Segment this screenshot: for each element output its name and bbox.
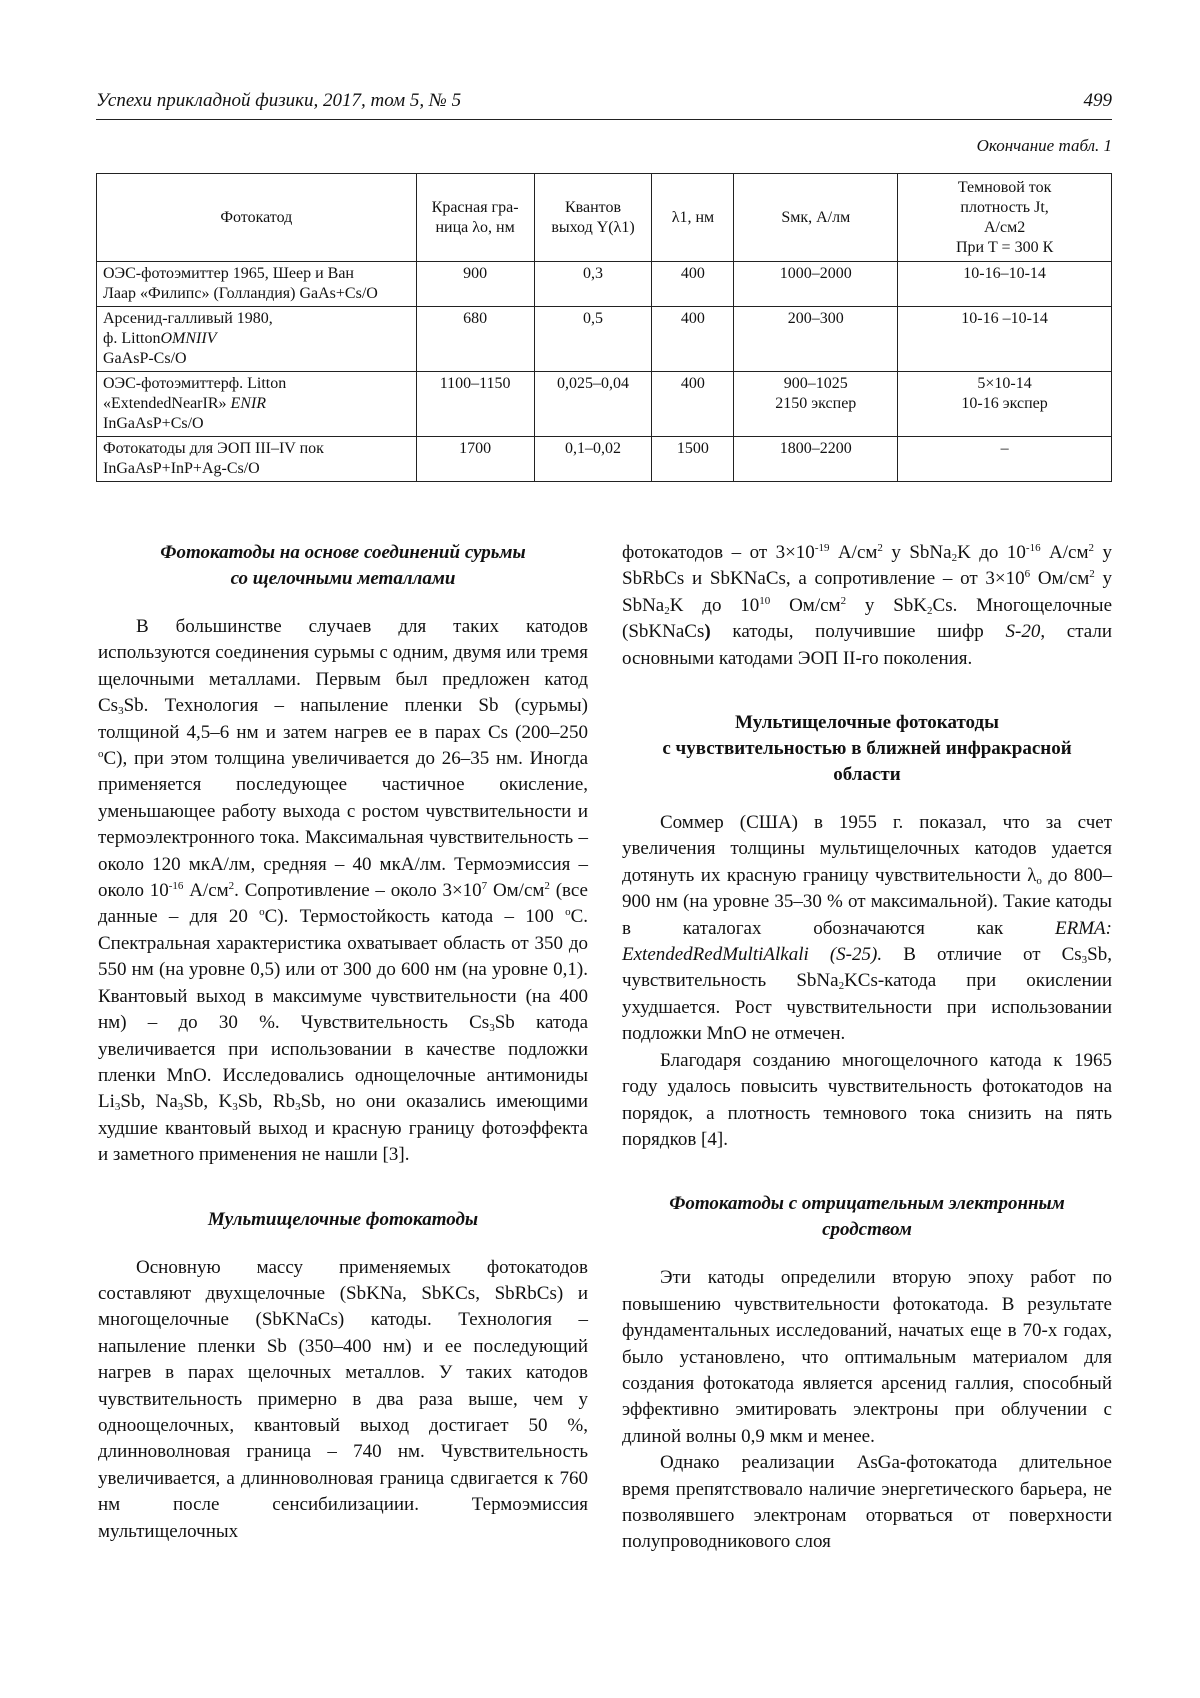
journal-title: Успехи прикладной физики, 2017, том 5, № 5 — [96, 90, 462, 111]
cell-red-edge: 1700 — [416, 437, 534, 482]
right-column — [622, 540, 1112, 1556]
cell-smk: 200–300 — [734, 307, 898, 372]
paragraph: фотокатодов – от $3\times 10^{-19}$ $А/см^2$ у SbNa$_2$K до $10^{-16}$ $А/см^2$ у SbRbCs и SbKNaCs, а сопротивление – от $3\times 10^6$ $Ом/см^2$ у SbNa$_2$K до $10^{10}$ $Ом/см^2$ у SbK$_2$Cs. Многощелочные (SbKNaCs) катоды, получившие шифр S-20, стали основными катодами ЭОП II-го поколения. — [622, 542, 1113, 669]
photocathode-table — [96, 173, 1112, 482]
cell-lambda1: 400 — [652, 307, 734, 372]
table-row — [97, 372, 1112, 437]
col-photocathode: Фотокатод — [97, 174, 417, 262]
paragraph: Основную массу применяемых фотокатодов составляют двухщелочные (SbKNa, SbKCs, SbRbCs) и многощелочные (SbKNaCs) катоды. Технология – напыление пленки Sb (350–400 нм) и ее последующий нагрев в парах щелочных металлов. У таких катодов чувствительность примерно в два раза выше, чем у одноощелочных, квантовый выход достигает 50 %, длинноволновая граница – 740 нм. Чувствительность увеличивается, а длинноволновая граница сдвигается к 760 нм после сенсибилизациии. Термоэмиссия мультищелочных — [98, 1256, 588, 1542]
cell-dark: 10-16 –10-14 — [898, 307, 1112, 372]
cell-lambda1: 400 — [652, 262, 734, 307]
table-row — [97, 262, 1112, 307]
cell-quantum: 0,025–0,04 — [534, 372, 652, 437]
cell-quantum: 0,1–0,02 — [534, 437, 652, 482]
paragraph: Благодаря созданию многощелочного катода к 1965 году удалось повысить чувствительность фотокатодов на порядок, а плотность темнового тока снизить на пять порядков [4]. — [622, 1049, 1112, 1150]
col-smk: Sмк, А/лм — [734, 174, 898, 262]
section-title-near-ir: Мультищелочные фотокатоды с чувствительностью в ближней инфракрасной области — [662, 712, 1072, 786]
cell-smk: 1800–2200 — [734, 437, 898, 482]
page-number: 499 — [1083, 90, 1112, 111]
running-header — [96, 90, 1112, 120]
cell-smk: 1000–2000 — [734, 262, 898, 307]
section-title-nea: Фотокатоды с отрицательным электронным сродством — [669, 1193, 1065, 1241]
table-row — [97, 307, 1112, 372]
table-row — [97, 437, 1112, 482]
col-dark-current: Темновой ток плотность Jt, А/см2 При T = 300 К — [898, 174, 1112, 262]
cell-name: Фотокатоды для ЭОП III–IV пок InGaAsP+InP+Ag-Cs/O — [97, 437, 417, 482]
section-title-multialkali: Мультищелочные фотокатоды — [207, 1208, 479, 1230]
cell-quantum: 0,3 — [534, 262, 652, 307]
cell-red-edge: 900 — [416, 262, 534, 307]
table-caption: Окончание табл. 1 — [976, 136, 1112, 155]
col-lambda1: λ1, нм — [652, 174, 734, 262]
table-header-row — [97, 174, 1112, 262]
paragraph: Однако реализации AsGa-фотокатода длительное время препятствовало наличие энергетического барьера, не позволявшего электронам оторваться от поверхности полупроводникового слоя — [622, 1452, 1112, 1553]
col-quantum-yield: Квантов выход Y(λ1) — [534, 174, 652, 262]
paragraph: В большинстве случаев для таких катодов используются соединения сурьмы с одним, двумя или тремя щелочными металлами. Первым был предложен катод $Cs_3Sb$. Технология – напыление пленки Sb (сурьмы) толщиной 4,5–6 нм и затем нагрев ее в парах Cs (200–250 $^о$С), при этом толщина увеличивается до 26–35 нм. Иногда применяется последующее частичное окисление, уменьшающее работу выхода с ростом чувствительности и термоэлектронного тока. Максимальная чувствительность – около 120 мкА/лм, средняя – 40 мкА/лм. Термоэмиссия – около $10^{-16}$ $А/см^2$. Сопротивление – около $3\times 10^7$ $Ом/см^2$ (все данные – для 20 $^о$С). Термостойкость катода – 100 $^о$С. Спектральная характеристика охватывает область от 350 до 550 нм (на уровне 0,5) или от 300 до 600 нм (на уровне 0,1). Квантовый выход в максимуме чувствительности (на 400 нм) – до 30 %. Чувствительность $Cs_3Sb$ катода увеличивается при использовании в качестве подложки пленки MnO. Исследовались однощелочные антимониды $Li_3Sb$, $Na_3Sb$, $K_3Sb$, $Rb_3Sb$, но они оказались имеющими худшие квантовый выход и красную границу фотоэффекта и заметного применения не нашли [3]. — [98, 616, 589, 1166]
cell-quantum: 0,5 — [534, 307, 652, 372]
cell-name: ОЭС-фотоэмиттер 1965, Шеер и Ван Лаар «Филипс» (Голландия) GaAs+Cs/O — [97, 262, 417, 307]
cell-smk: 900–1025 2150 экспер — [734, 372, 898, 437]
cell-name: Арсенид-галливый 1980, ф. LittonOMNIIV GaAsP-Cs/O — [97, 307, 417, 372]
cell-lambda1: 1500 — [652, 437, 734, 482]
cell-lambda1: 400 — [652, 372, 734, 437]
cell-name: ОЭС-фотоэмиттерф. Litton «ExtendedNearIR» ENIR InGaAsP+Cs/O — [97, 372, 417, 437]
paragraph: Эти катоды определили вторую эпоху работ по повышению чувствительности фотокатода. В результате фундаментальных исследований, начатых еще в 70-х годах, было установлено, что оптимальным материалом для создания фотокатода является арсенид галлия, способный эффективно эмитировать электроны при облучении с длиной волны 0,9 мкм и менее. — [622, 1267, 1112, 1447]
col-red-edge: Красная гра- ница λо, нм — [416, 174, 534, 262]
cell-red-edge: 1100–1150 — [416, 372, 534, 437]
paragraph: Соммер (США) в 1955 г. показал, что за счет увеличения толщины мультищелочных катодов удается дотянуть их красную границу чувствительности $\lambda_о$ до 800–900 нм (на уровне 35–30 % от максимальной). Такие катоды в каталогах обозначаются как ERMA: ExtendedRedMultiAlkali (S-25). В отличие от $Cs_3Sb$, чувствительность SbNa$_2$KCs-катода при окислении ухудшается. Рост чувствительности при использовании подложки MnO не отмечен. — [622, 812, 1112, 1045]
section-title-antimony: Фотокатоды на основе соединений сурьмы со щелочными металлами — [160, 542, 526, 589]
cell-dark: 10-16–10-14 — [898, 262, 1112, 307]
cell-dark: 5×10-14 10-16 экспер — [898, 372, 1112, 437]
cell-red-edge: 680 — [416, 307, 534, 372]
left-column — [98, 540, 588, 1545]
cell-dark: – — [898, 437, 1112, 482]
